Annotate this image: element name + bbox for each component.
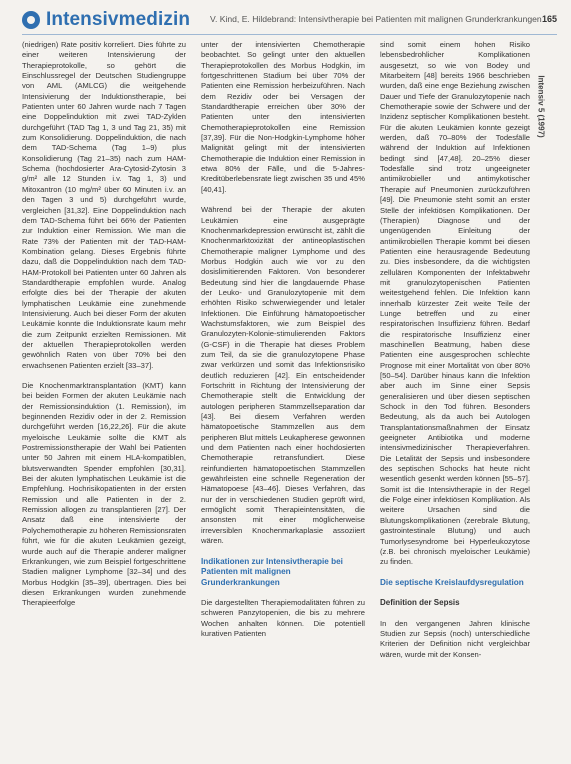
paragraph: sind somit einem hohen Risiko lebensbedrohlicher Komplikationen ausgesetzt, so wie von Bodey und Mitarbeitern [48] bereits 1966 beschrieben wurden, daß eine enge Beziehung zwischen Dauer und Tiefe der Granulozytopenie nach Chemotherapie sowie der Schwere und der Inzidenz septischer Komplikationen besteht. Für die akuten Leukämien konnte gezeigt werden, daß 70–80% der Todesfälle während der Induktion auf Infektionen bedingt sind [47,48]. 20–25% dieser Todesfälle sind trotz ungeeigneter antimikrobieller und antimykotischer Therapie auf Pneumonien zurückzuführen [49]. Die Pneumonie steht somit an erster Stelle der infektiösen Komplikationen. Der (Therapien) Diagnose und der ungenügenden Einleitung der antimikrobiellen Therapie kommt bei diesen Patienten eine herausragende Bedeutung zu. Dies insbesondere, da die wichtigsten zellulären Komponenten der Infektabwehr mit granulozytopenischen Patienten weitestgehend fehlen. Die Infektion kann innerhalb kürzester Zeit weite Teile der Lunge betreffen und zu einer respiratorischen Insuffizienz führen. Bedarf die respiratorische Insuffizienz einer maschinellen Beatmung, haben diese Patienten eine ausgesprochen schlechte Prognose mit einer Mortalität von über 80% [50–54]. Darüber hinaus kann die Infektion aber auch im Sinne einer Sepsis generalisieren und über diesen septischen Schock in den Tod führen. Besonders Bedeutung, als da auch bei Autologen Transplantationsmaßnahmen der Einsatz geeigneter Antibiotika und moderne intensivmedizinischer Therapieverfahren. Die Letalität der Sepsis und insbesondere des septischen Schocks hat heute nicht wesentlich gesenkt werden können [55–57]. Somit ist die Intensivtherapie in der Regel die Folge einer infektiösen Komplikation. Als weitere Ursachen sind die Blutungskomplikationen (zerebrale Blutung, gastrointestinale Blutung) und auch Tumorlysesyndrome bei Hyperleukozytose (z.B. bei chronisch myeloischer Leukämie) zu finden. [380,40,530,567]
paragraph: Die Knochenmarktransplantation (KMT) kann bei beiden Formen der akuten Leukämie nach der Remissionsinduktion (1. Remission), im beginnenden Rezidiv oder in der 2. Remission durchgeführt werden [16,22,26]. Für die akute myeloische Leukämie sollte die KMT als Postremissionstherapie der Wahl bei Patienten unter 50 Jahren mit einem HLA-kompatiblen, blutsverwandten Spender empfohlen [30,31]. Bei der akuten lymphatischen Leukämie ist die Empfehlung. Hochrisikopatienten in der ersten Remission und alle Patienten in der 2. Remission allogen zu transplantieren [27]. Der Ansatz daß eine intensivierte der Polychemotherapie zu höheren Remissionsraten führt, wie für die akuten Leukämien gezeigt, wurde auch auf die Therapie anderer maligner Erkrankungen, wie zum Beispiel fortgeschrittene Stadien maligner Lymphome [32–34] und des Morbus Hodgkin [35–39], übertragen. Dies bei diesen Erkrankungen wurden zunehmende Therapieerfolge [22,381,186,608]
column-left [22,40,186,756]
side-label-text: Intensiv 5 (1997) [536,75,546,138]
journal-title: Intensivmedizin [46,9,191,30]
paragraph: (niedrigen) Rate positiv korreliert. Dies führte zu einer weiteren Intensivierung der Therapieprotokolle, so gehört die Einschlussregel der Deutschen Studiengruppe von AML (AMLCG) die weitgehende Intensivierung der Induktionstherapie, bei Patienten unter 60 Jahren wurde nach 7 Tagen eine Doppelinduktion mit zwei TAD-Zyklen durchgeführt (TAD Tag 1, 3 und Tag 21, 35) mit zum Konsolidierung. Doppelinduktion, die nach dem TAD-Schema (Tag 1–9) plus Konsolidierung (Tag 21–35) nach zum HAM-Schema (hochdosierter Ara-Cytosid-Zytosin 3 g/m² alle 12 Stunden i.v. Tag 1, 3) und Mitoxantron (10 mg/m² über 60 Minuten i.v. an den Tagen 3 und 5) durchgeführt wurde, vergleichen [31,32]. Eine Doppelinduktion nach dem TAD-Schema führt bei 66% der Patienten zur Induktion einer Remission. Wie man die Rate 73% der Patienten mit der TAD-HAM-Kombination gelang. Dieses Ergebnis führte dazu, daß die Doppelinduktion nach dem TAD-HAM-Protokoll bei Patienten unter 60 Jahren als Standardtherapie empfohlen wurde. Analog erfolgte dies bei der Therapie der akuten lymphatischen Leukämie eine zunehmende Intensivierung. Auch bei dieser Form der akuten Leukämie konnte die Induktionsrate kaum mehr die zum Zeitpunkt erzielten Remissionen. Mit der aktuellen Therapieprotokollen werden gewöhnlich Raten von über 70% bei den erwachsenen Patienten erzielt [33–37]. [22,40,186,370]
subsection-heading: Definition der Sepsis [380,598,460,608]
paragraph: Während bei der Therapie der akuten Leukämien eine ausgeprägte Knochenmarkdepression erwünscht ist, zählt die Knochenmarktoxizität der antineoplastischen Chemotherapie maligner Lymphome und des Morbus Hodgkin auch wie vor zu den dosislimitierenden Faktoren. Von besonderer Bedeutung sind hier die langdauernde Phase der Leuko- und Granulozytopenie mit dem erhöhten Risiko schwerwiegender und letaler Infektionen. Die Einführung hämatopoetischer Wachstumsfaktoren, wie zum Beispiel des Granulozyten-Kolonie-stimulierenden Faktors (G-CSF) in die Therapie hat dieses Problem zum Teil, da sie die granulozytopene Phase zwar verkürzen und somit das Infektionsrisiko deutlich reduzieren [42]. Ein entscheidender Fortschritt in Richtung der Intensivierung der Chemotherapie stellt die Entwicklung der autologen peripheren Stammzellseparation dar [43]. Bei diesem Verfahren werden hämatopoetische Stammzellen aus dem peripheren Blut mittels Leukapherese gewonnen und dem Patienten nach einer hochdosierten Chemotherapie retransfundiert. Diese reinfundierten hämatopoetischen Stammzellen gewährleisten eine schnelle Regeneration der Hämatopoese [43–46]. Dieses Verfahren, das nur der in verschiedenen Studien geprüft wird, ermöglicht somit Therapieintensitäten, die ansonsten mit einer möglicherweise irreversiblen Knochenmarkaplasie assoziiert wären. [201,205,365,546]
paragraph: In den vergangenen Jahren klinische Studien zur Sepsis (noch) unterschiedliche Kriterien der Definition nicht vergleichbar wären, wurde mit der Konsen- [380,618,530,659]
side-label [534,44,550,184]
journal-logo-icon [22,11,40,29]
column-middle [201,40,365,756]
page-header [22,8,557,34]
page-number: 165 [541,14,557,24]
column-right [380,40,530,756]
paragraph: unter der intensivierten Chemotherapie beobachtet. So gelingt unter den aktuellen Therapieprotokollen des Morbus Hodgkin, im fortgeschrittenen Stadium bei über 70% der Patienten eine Remission herbeizuführen. Nach dem Rezidiv oder bei Versagen der Standardtherapie erreichen über 30% der Patienten unter den intensivierten Chemotherapieprotokollen eine Remission [37,39]. Für die Non-Hodgkin-Lymphome höher Malignität gelingt mit der intensivierten Chemotherapie die Induktion einer Remission in etwa 80% der Fälle, und die 5-Jahres-Kreditüberlebensrate liegt zwischen 35 und 45% [40,41]. [201,40,365,194]
paragraph: Die dargestellten Therapiemodalitäten führen zu schweren Panzytopenien, die bis zu mehrere Wochen anhalten können. Die potentiell kurativen Patienten [201,598,365,639]
section-heading: Die septische Kreislaufdysregulation [380,577,524,587]
header-divider [22,34,557,35]
running-title: V. Kind, E. Hildebrand: Intensivtherapie bei Patienten mit malignen Grunderkrankungen [210,14,542,24]
section-heading: Indikationen zur Intensivtherapie bei Patienten mit malignen Grunderkrankungen [201,556,343,587]
